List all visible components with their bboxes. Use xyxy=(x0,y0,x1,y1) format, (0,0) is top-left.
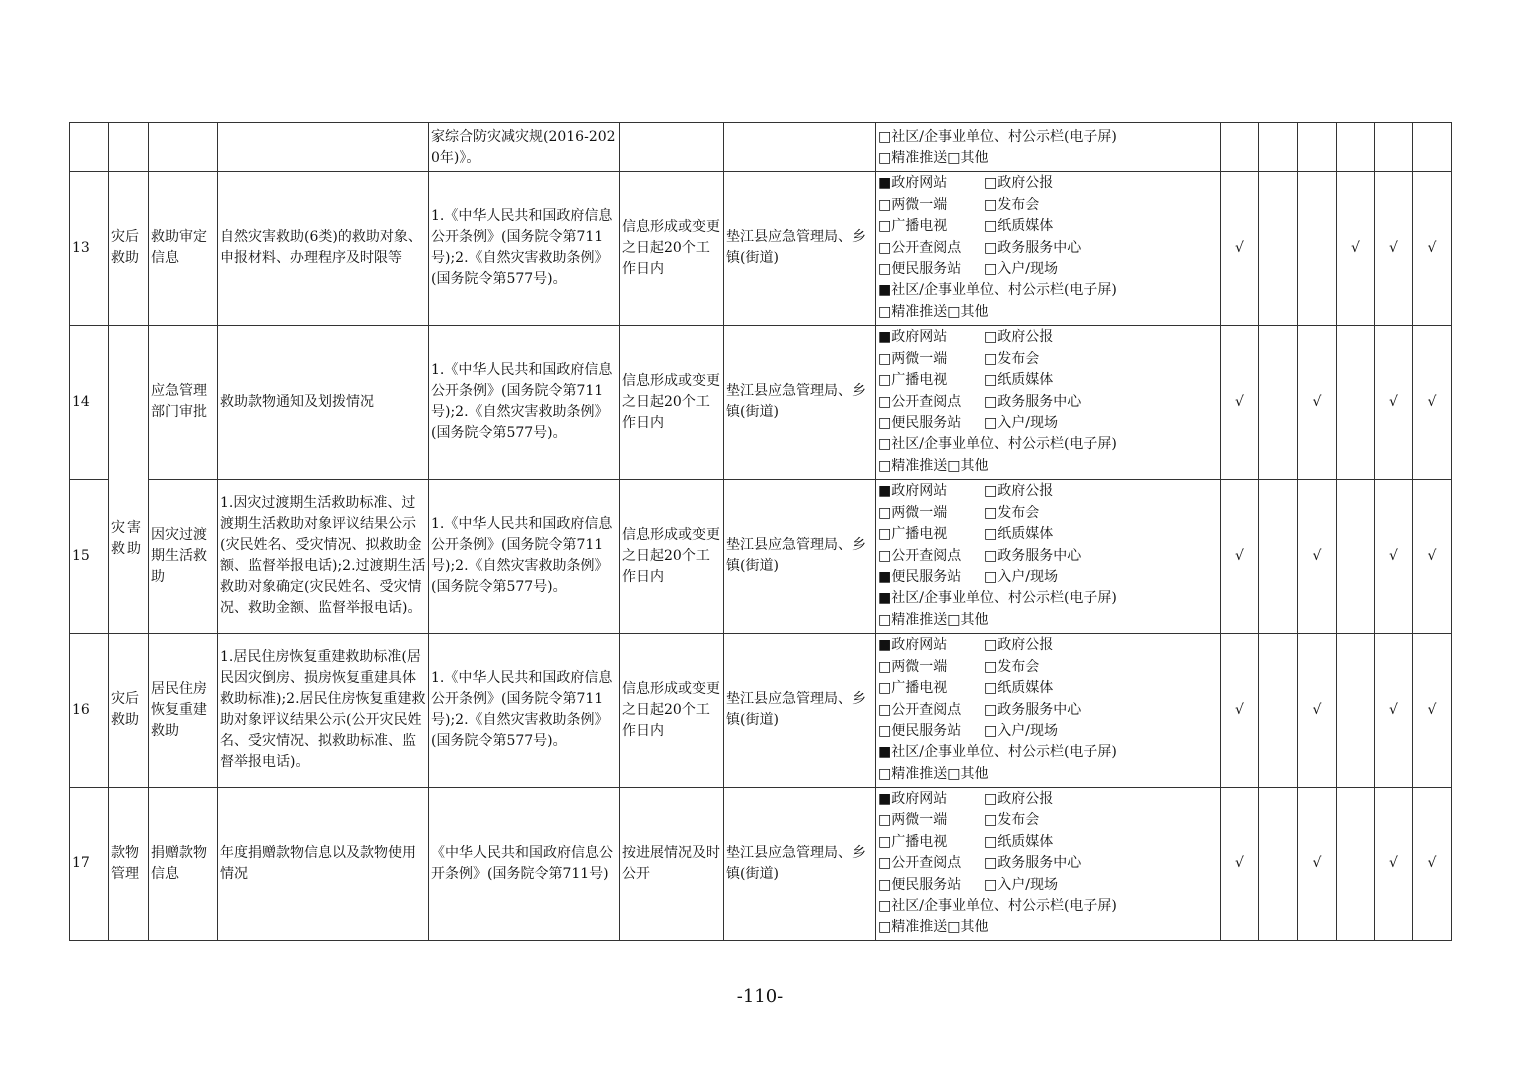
table-body xyxy=(70,123,1452,941)
basis-cell: 1.《中华人民共和国政府信息公开条例》(国务院令第711号);2.《自然灾害救助条例》(国务院令第577号)。 xyxy=(429,479,620,633)
channel-line xyxy=(878,546,1218,567)
channel-option: □便民服务站 xyxy=(878,876,962,893)
item-cell: 捐赠款物信息 xyxy=(149,787,218,940)
check-mark-cell: √ xyxy=(1298,787,1337,940)
channel-option: □政务服务中心 xyxy=(984,393,1082,410)
channel-option: □广播电视 xyxy=(878,372,948,389)
row-number: 17 xyxy=(70,787,109,940)
channel-option: ■政府网站 xyxy=(878,329,948,346)
category-cell-merged: 灾害救助 xyxy=(109,325,149,633)
check-mark-cell xyxy=(1259,479,1298,633)
check-mark-cell xyxy=(1259,171,1298,325)
channel-line xyxy=(878,370,1218,391)
channel-line xyxy=(878,853,1218,874)
table-row xyxy=(70,171,1452,325)
item-cell: 居民住房恢复重建救助 xyxy=(149,633,218,787)
category-cell: 灾后救助 xyxy=(109,171,149,325)
content-cell: 自然灾害救助(6类)的救助对象、申报材料、办理程序及时限等 xyxy=(218,171,429,325)
row-number: 15 xyxy=(70,479,109,633)
subject-cell xyxy=(724,123,876,172)
check-mark-cell: √ xyxy=(1221,479,1259,633)
channel-option: □广播电视 xyxy=(878,833,948,850)
check-mark-cell: √ xyxy=(1413,325,1452,479)
channel-option: □便民服务站 xyxy=(878,723,962,740)
category-cell: 灾后救助 xyxy=(109,633,149,787)
channel-line xyxy=(878,721,1218,742)
check-mark-cell xyxy=(1337,325,1375,479)
subject-cell: 垫江县应急管理局、乡镇(街道) xyxy=(724,479,876,633)
channel-option: □政府公报 xyxy=(984,175,1054,192)
channel-option: □政府公报 xyxy=(984,483,1054,500)
channel-line xyxy=(878,413,1218,434)
channel-option: □公开查阅点 xyxy=(878,547,962,564)
channel-line xyxy=(878,259,1218,280)
check-mark-cell: √ xyxy=(1375,633,1413,787)
check-mark-cell: √ xyxy=(1298,325,1337,479)
channel-line xyxy=(878,434,1218,455)
channels-cell xyxy=(876,787,1221,940)
channel-option: □纸质媒体 xyxy=(984,372,1054,389)
channel-line xyxy=(878,700,1218,721)
table-row xyxy=(70,787,1452,940)
channel-line xyxy=(878,481,1218,502)
channel-line xyxy=(878,832,1218,853)
time-limit-cell: 信息形成或变更之日起20个工作日内 xyxy=(620,633,724,787)
subject-cell: 垫江县应急管理局、乡镇(街道) xyxy=(724,787,876,940)
check-mark-cell: √ xyxy=(1221,633,1259,787)
channel-option: □两微一端 xyxy=(878,504,948,521)
channel-option: □社区/企事业单位、村公示栏(电子屏) xyxy=(878,129,1117,145)
channel-line xyxy=(878,238,1218,259)
check-mark-cell: √ xyxy=(1375,787,1413,940)
table-row xyxy=(70,325,1452,479)
item-cell: 因灾过渡期生活救助 xyxy=(149,479,218,633)
channel-option: □精准推送□其他 xyxy=(878,611,989,628)
channel-option: □精准推送□其他 xyxy=(878,765,989,782)
channel-option: □公开查阅点 xyxy=(878,701,962,718)
channel-line xyxy=(878,875,1218,896)
channel-line xyxy=(878,173,1218,194)
channel-option: □精准推送□其他 xyxy=(878,457,989,474)
row-number: 13 xyxy=(70,171,109,325)
channel-option: □发布会 xyxy=(984,350,1040,367)
item-cell: 救助审定信息 xyxy=(149,171,218,325)
channel-line xyxy=(878,349,1218,370)
channel-line xyxy=(878,302,1218,323)
content-cell: 1.居民住房恢复重建救助标准(居民因灾倒房、损房恢复重建具体救助标准);2.居民住房恢复重建救助对象评议结果公示(公开灾民姓名、受灾情况、拟救助标准、监督举报电话)。 xyxy=(218,633,429,787)
channel-line xyxy=(878,678,1218,699)
page-number: -110- xyxy=(736,986,784,1007)
check-mark-cell: √ xyxy=(1375,171,1413,325)
channel-option: □政务服务中心 xyxy=(984,547,1082,564)
channel-option: □公开查阅点 xyxy=(878,855,962,872)
channel-line xyxy=(878,567,1218,588)
check-mark-cell: √ xyxy=(1221,325,1259,479)
check-mark-cell: √ xyxy=(1413,479,1452,633)
check-mark-cell xyxy=(1413,123,1452,172)
check-mark-cell: √ xyxy=(1413,171,1452,325)
channel-option: □社区/企事业单位、村公示栏(电子屏) xyxy=(878,436,1117,453)
channel-option: □广播电视 xyxy=(878,526,948,543)
subject-cell: 垫江县应急管理局、乡镇(街道) xyxy=(724,325,876,479)
channel-option: □两微一端 xyxy=(878,812,948,829)
channel-line xyxy=(878,392,1218,413)
time-limit-cell: 信息形成或变更之日起20个工作日内 xyxy=(620,325,724,479)
time-limit-cell: 信息形成或变更之日起20个工作日内 xyxy=(620,171,724,325)
channel-option: □发布会 xyxy=(984,504,1040,521)
item-cell xyxy=(149,123,218,172)
channel-line xyxy=(878,742,1218,763)
time-limit-cell: 按进展情况及时公开 xyxy=(620,787,724,940)
channel-option: □发布会 xyxy=(984,812,1040,829)
channel-option: □两微一端 xyxy=(878,196,948,213)
basis-cell: 《中华人民共和国政府信息公开条例》(国务院令第711号) xyxy=(429,787,620,940)
channels-cell xyxy=(876,171,1221,325)
channel-option: □便民服务站 xyxy=(878,261,962,278)
channel-option: □入户/现场 xyxy=(984,876,1058,893)
check-mark-cell xyxy=(1221,123,1259,172)
check-mark-cell: √ xyxy=(1375,325,1413,479)
channel-line xyxy=(878,588,1218,609)
check-mark-cell: √ xyxy=(1298,479,1337,633)
category-cell xyxy=(109,123,149,172)
channel-option: □广播电视 xyxy=(878,218,948,235)
channel-line xyxy=(878,524,1218,545)
channel-option: □政府公报 xyxy=(984,790,1054,807)
channel-option: □两微一端 xyxy=(878,350,948,367)
channel-option: ■政府网站 xyxy=(878,483,948,500)
channel-line xyxy=(878,148,1218,169)
channel-option: □纸质媒体 xyxy=(984,526,1054,543)
check-mark-cell xyxy=(1337,123,1375,172)
table-row xyxy=(70,479,1452,633)
table-row xyxy=(70,633,1452,787)
channel-line xyxy=(878,764,1218,785)
channel-option: □公开查阅点 xyxy=(878,239,962,256)
channel-line xyxy=(878,216,1218,237)
basis-cell: 1.《中华人民共和国政府信息公开条例》(国务院令第711号);2.《自然灾害救助条例》(国务院令第577号)。 xyxy=(429,325,620,479)
check-mark-cell xyxy=(1337,787,1375,940)
channel-line xyxy=(878,610,1218,631)
check-mark-cell: √ xyxy=(1221,171,1259,325)
channel-option: □精准推送□其他 xyxy=(878,919,989,936)
check-mark-cell xyxy=(1259,787,1298,940)
subject-cell: 垫江县应急管理局、乡镇(街道) xyxy=(724,633,876,787)
channel-option: □入户/现场 xyxy=(984,723,1058,740)
channel-option: □入户/现场 xyxy=(984,569,1058,586)
check-mark-cell: √ xyxy=(1221,787,1259,940)
channels-cell xyxy=(876,633,1221,787)
check-mark-cell: √ xyxy=(1375,479,1413,633)
channel-line xyxy=(878,635,1218,656)
channel-line xyxy=(878,280,1218,301)
content-cell: 年度捐赠款物信息以及款物使用情况 xyxy=(218,787,429,940)
channel-option: □公开查阅点 xyxy=(878,393,962,410)
check-mark-cell: √ xyxy=(1298,633,1337,787)
channel-line xyxy=(878,127,1218,148)
row-number xyxy=(70,123,109,172)
disclosure-table xyxy=(69,122,1452,941)
channel-option: ■政府网站 xyxy=(878,637,948,654)
check-mark-cell: √ xyxy=(1337,171,1375,325)
content-cell: 救助款物通知及划拨情况 xyxy=(218,325,429,479)
subject-cell: 垫江县应急管理局、乡镇(街道) xyxy=(724,171,876,325)
channel-option: □社区/企事业单位、村公示栏(电子屏) xyxy=(878,897,1117,914)
basis-cell: 1.《中华人民共和国政府信息公开条例》(国务院令第711号);2.《自然灾害救助条例》(国务院令第577号)。 xyxy=(429,171,620,325)
check-mark-cell xyxy=(1337,479,1375,633)
basis-cell: 家综合防灾减灾规(2016-2020年)》。 xyxy=(429,123,620,172)
category-cell: 款物管理 xyxy=(109,787,149,940)
channel-option: ■政府网站 xyxy=(878,790,948,807)
check-mark-cell xyxy=(1375,123,1413,172)
channels-cell xyxy=(876,325,1221,479)
channels-cell xyxy=(876,123,1221,172)
channel-line xyxy=(878,810,1218,831)
check-mark-cell xyxy=(1298,171,1337,325)
channel-line xyxy=(878,503,1218,524)
channel-line xyxy=(878,456,1218,477)
channel-line xyxy=(878,896,1218,917)
channel-line xyxy=(878,917,1218,938)
channel-line xyxy=(878,657,1218,678)
channel-option: ■社区/企事业单位、村公示栏(电子屏) xyxy=(878,282,1117,299)
channel-option: □入户/现场 xyxy=(984,415,1058,432)
channel-option: □精准推送□其他 xyxy=(878,303,989,320)
channel-option: □广播电视 xyxy=(878,680,948,697)
channel-option: □政务服务中心 xyxy=(984,855,1082,872)
check-mark-cell xyxy=(1259,123,1298,172)
channel-option: □精准推送□其他 xyxy=(878,150,989,167)
channel-option: □政务服务中心 xyxy=(984,239,1082,256)
row-number: 14 xyxy=(70,325,109,479)
check-mark-cell xyxy=(1259,325,1298,479)
channels-cell xyxy=(876,479,1221,633)
channel-line xyxy=(878,789,1218,810)
time-limit-cell xyxy=(620,123,724,172)
content-cell: 1.因灾过渡期生活救助标准、过渡期生活救助对象评议结果公示(灾民姓名、受灾情况、拟救助金额、监督举报电话);2.过渡期生活救助对象确定(灾民姓名、受灾情况、救助金额、监督举报电话)。 xyxy=(218,479,429,633)
channel-option: □政府公报 xyxy=(984,637,1054,654)
table-row xyxy=(70,123,1452,172)
channel-line xyxy=(878,195,1218,216)
channel-option: □发布会 xyxy=(984,658,1040,675)
channel-option: □纸质媒体 xyxy=(984,218,1054,235)
channel-line xyxy=(878,327,1218,348)
channel-option: □政务服务中心 xyxy=(984,701,1082,718)
check-mark-cell xyxy=(1259,633,1298,787)
time-limit-cell: 信息形成或变更之日起20个工作日内 xyxy=(620,479,724,633)
channel-option: ■社区/企事业单位、村公示栏(电子屏) xyxy=(878,744,1117,761)
channel-option: □入户/现场 xyxy=(984,261,1058,278)
channel-option: □政府公报 xyxy=(984,329,1054,346)
item-cell: 应急管理部门审批 xyxy=(149,325,218,479)
check-mark-cell: √ xyxy=(1413,787,1452,940)
check-mark-cell xyxy=(1298,123,1337,172)
channel-option: ■政府网站 xyxy=(878,175,948,192)
basis-cell: 1.《中华人民共和国政府信息公开条例》(国务院令第711号);2.《自然灾害救助条例》(国务院令第577号)。 xyxy=(429,633,620,787)
channel-option: ■社区/企事业单位、村公示栏(电子屏) xyxy=(878,590,1117,607)
content-cell xyxy=(218,123,429,172)
channel-option: ■便民服务站 xyxy=(878,569,962,586)
row-number: 16 xyxy=(70,633,109,787)
channel-option: □纸质媒体 xyxy=(984,680,1054,697)
check-mark-cell xyxy=(1337,633,1375,787)
channel-option: □发布会 xyxy=(984,196,1040,213)
channel-option: □便民服务站 xyxy=(878,415,962,432)
check-mark-cell: √ xyxy=(1413,633,1452,787)
channel-option: □两微一端 xyxy=(878,658,948,675)
channel-option: □纸质媒体 xyxy=(984,833,1054,850)
